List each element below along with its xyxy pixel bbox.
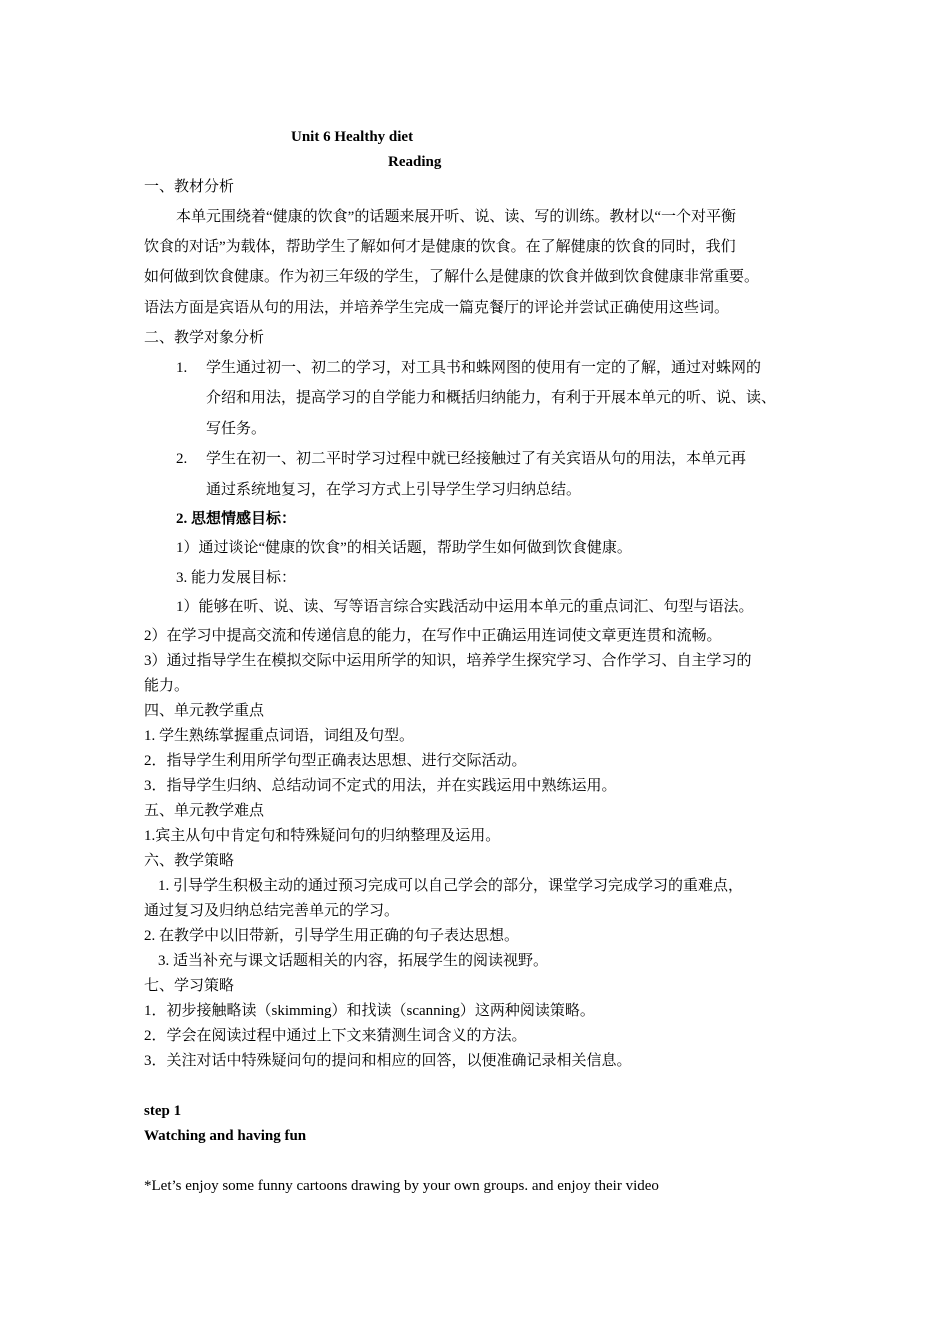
step-instruction: *Let’s enjoy some funny cartoons drawing by your own groups. and enjoy their video (144, 1178, 659, 1194)
section-heading-textbook-analysis: 一、教材分析 (144, 179, 235, 195)
goal-line: 3）通过指导学生在模拟交际中运用所学的知识，培养学生探究学习、合作学习、自主学习的 (144, 653, 752, 669)
list-line: 3．指导学生归纳、总结动词不定式的用法，并在实践运用中熟练运用。 (144, 778, 617, 794)
list-item-number: 2. (176, 451, 188, 467)
goal-line: 1）通过谈论“健康的饮食”的相关话题，帮助学生如何做到饮食健康。 (176, 540, 632, 556)
list-item-line: 学生通过初一、初二的学习，对工具书和蛛网图的使用有一定的了解，通过对蛛网的 (206, 360, 762, 376)
section-heading-difficulties: 五、单元教学难点 (144, 803, 265, 819)
goal-line: 2）在学习中提高交流和传递信息的能力，在写作中正确运用连词使文章更连贯和流畅。 (144, 628, 722, 644)
paragraph-line: 语法方面是宾语从句的用法，并培养学生完成一篇克餐厅的评论并尝试正确使用这些词。 (144, 300, 730, 316)
goal-line: 1）能够在听、说、读、写等语言综合实践活动中运用本单元的重点词汇、句型与语法。 (176, 599, 754, 615)
paragraph-line: 饮食的对话”为载体，帮助学生了解如何才是健康的饮食。在了解健康的饮食的同时，我们 (144, 239, 736, 255)
list-line: 1.宾主从句中肯定句和特殊疑问句的归纳整理及运用。 (144, 828, 501, 844)
section-heading-teaching-strategy: 六、教学策略 (144, 853, 235, 869)
list-line: 3．关注对话中特殊疑问句的提问和相应的回答，以便准确记录相关信息。 (144, 1053, 632, 1069)
goal-line: 能力。 (144, 678, 190, 694)
doc-subtitle: Reading (388, 154, 442, 170)
section-heading-learning-strategy: 七、学习策略 (144, 978, 235, 994)
step-label: step 1 (144, 1103, 182, 1119)
goal-heading-emotion: 2. 思想情感目标： (176, 511, 297, 527)
list-line: 1. 引导学生积极主动的通过预习完成可以自己学会的部分，课堂学习完成学习的重难点， (158, 878, 744, 894)
list-line: 2．学会在阅读过程中通过上下文来猜测生词含义的方法。 (144, 1028, 527, 1044)
list-item-line: 写任务。 (206, 421, 267, 437)
list-line: 2．指导学生利用所学句型正确表达思想、进行交际活动。 (144, 753, 527, 769)
list-item-line: 学生在初一、初二平时学习过程中就已经接触过了有关宾语从句的用法，本单元再 (206, 451, 747, 467)
paragraph-line: 如何做到饮食健康。作为初三年级的学生，了解什么是健康的饮食并做到饮食健康非常重要。 (144, 269, 760, 285)
list-item-number: 1. (176, 360, 188, 376)
list-line: 2. 在教学中以旧带新，引导学生用正确的句子表达思想。 (144, 928, 520, 944)
section-heading-student-analysis: 二、教学对象分析 (144, 330, 265, 346)
list-item-line: 介绍和用法，提高学习的自学能力和概括归纳能力，有利于开展本单元的听、说、读、 (206, 390, 777, 406)
list-line: 通过复习及归纳总结完善单元的学习。 (144, 903, 400, 919)
doc-title: Unit 6 Healthy diet (291, 129, 414, 145)
paragraph-line: 本单元围绕着“健康的饮食”的话题来展开听、说、读、写的训练。教材以“一个对平衡 (176, 209, 736, 225)
list-line: 1．初步接触略读（skimming）和找读（scanning）这两种阅读策略。 (144, 1003, 595, 1019)
list-line: 1. 学生熟练掌握重点词语，词组及句型。 (144, 728, 415, 744)
list-item-line: 通过系统地复习，在学习方式上引导学生学习归纳总结。 (206, 482, 582, 498)
step-title: Watching and having fun (144, 1128, 307, 1144)
goal-heading-ability: 3. 能力发展目标： (176, 570, 297, 586)
list-line: 3. 适当补充与课文话题相关的内容，拓展学生的阅读视野。 (158, 953, 549, 969)
section-heading-key-points: 四、单元教学重点 (144, 703, 265, 719)
